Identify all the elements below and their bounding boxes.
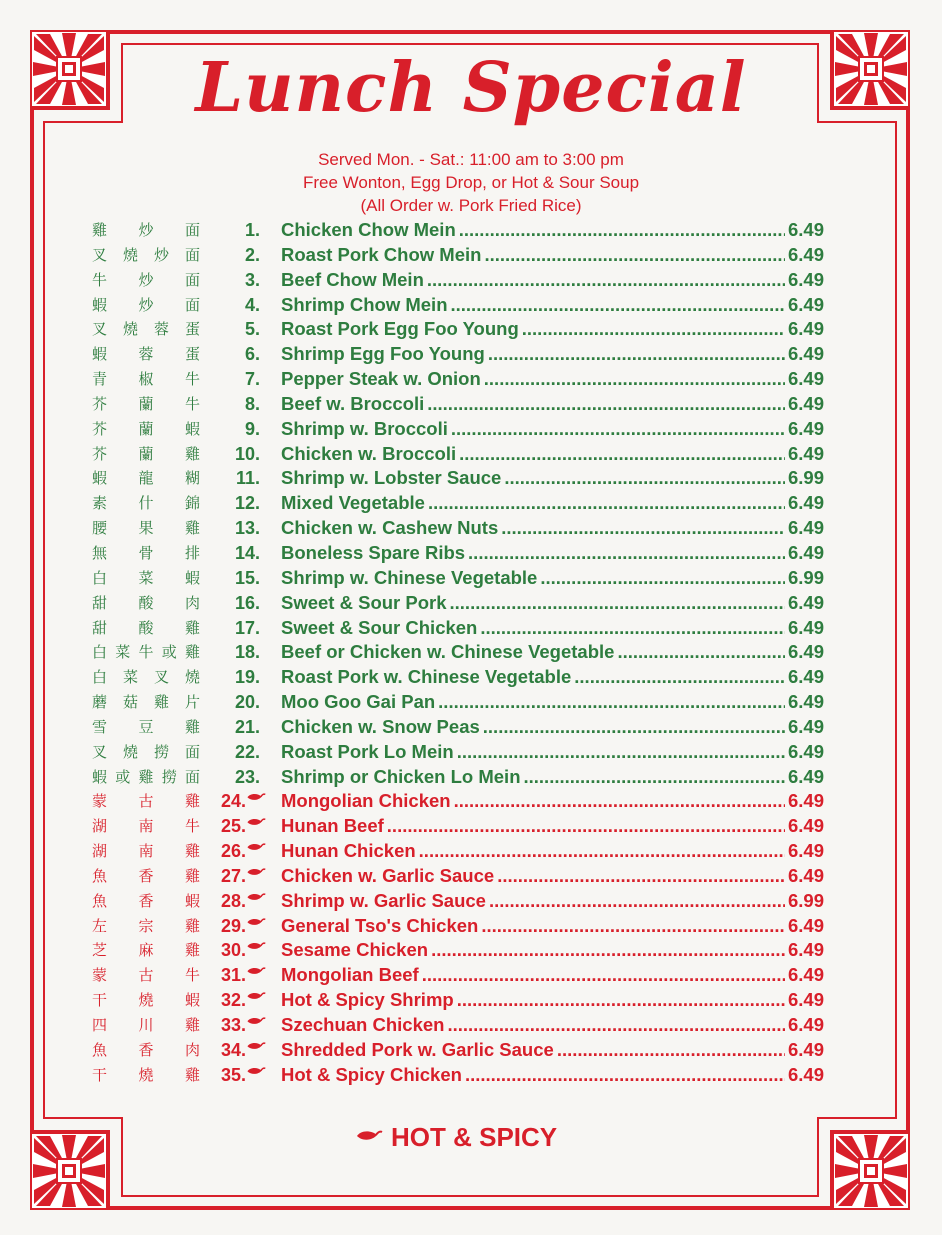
item-price: 6.49 [787,815,824,837]
chinese-name: 無 骨 排 [92,543,200,562]
chinese-name: 白 菜 牛 或 雞 [92,643,200,662]
item-name: Shrimp w. Chinese Vegetable [281,566,538,588]
dot-leader [457,740,785,765]
chinese-name: 雞 炒 面 [92,221,200,239]
item-price: 6.49 [787,368,824,390]
dot-leader [457,988,785,1013]
item-number: 4. [244,294,260,315]
dot-leader [540,566,785,591]
menu-item-row [92,293,824,318]
chinese-name: 蝦 龍 糊 [92,469,200,488]
item-price: 6.49 [787,666,824,688]
menu-item-row [92,665,824,690]
pepper-icon [246,938,266,963]
item-name: Mixed Vegetable [281,492,425,514]
item-price: 6.49 [787,939,824,961]
item-name: Roast Pork Lo Mein [281,740,454,762]
item-name: Mongolian Chicken [281,790,451,812]
dot-leader [522,317,785,342]
sunburst-ornament-icon [30,1132,108,1210]
dot-leader [574,665,785,690]
dot-leader [459,218,785,243]
item-number: 33. [220,1015,246,1035]
item-number: 20. [234,692,260,713]
item-name: Sesame Chicken [281,939,429,961]
dot-leader [483,715,785,740]
pepper-icon [246,889,266,914]
item-price: 6.49 [787,293,824,315]
item-name: Chicken w. Cashew Nuts [281,517,499,539]
item-number: 7. [244,369,260,390]
menu-item-row [92,466,824,491]
item-name: Beef Chow Mein [281,268,424,290]
item-price: 6.49 [787,840,824,862]
dot-leader [524,765,785,790]
item-price: 6.99 [787,566,824,588]
free-soup-note: Free Wonton, Egg Drop, or Hot & Sour Soup [302,173,640,192]
menu-item-row [92,864,824,889]
item-name: Hunan Beef [281,815,384,837]
item-line [281,392,824,417]
item-price: 6.49 [787,765,824,787]
dot-leader [481,914,785,939]
menu-item-row [92,814,824,839]
menu-item-row [92,938,824,963]
dot-leader [459,442,785,467]
item-price: 6.99 [787,889,824,911]
dot-leader [504,466,785,491]
item-number: 17. [234,617,260,638]
item-name: Chicken w. Snow Peas [281,715,480,737]
item-line [281,342,824,367]
chinese-name: 蘑 菇 雞 片 [92,693,200,712]
item-line [281,268,824,293]
menu-item-row [92,516,824,541]
dot-leader [465,1063,785,1088]
pepper-icon [355,1122,383,1153]
item-name: Roast Pork Chow Mein [281,243,482,265]
chinese-name: 叉 燒 蓉 蛋 [92,320,200,339]
pepper-icon [246,864,266,889]
dot-leader [387,814,785,839]
chinese-name: 左 宗 雞 [92,916,200,935]
item-number: 31. [220,965,246,986]
chinese-name: 蝦 或 雞 撈 面 [92,767,200,786]
item-name: Beef w. Broccoli [281,392,425,414]
item-number: 18. [234,642,260,663]
item-price: 6.49 [787,268,824,290]
chinese-name: 青 椒 牛 [92,370,200,389]
menu-item-row [92,1063,824,1088]
dot-leader [451,293,785,318]
dot-leader [427,392,785,417]
chinese-name: 魚 香 蝦 [92,891,200,910]
item-price: 6.49 [787,691,824,713]
item-number: 27. [220,865,246,886]
item-name: Hot & Spicy Chicken [281,1063,462,1085]
dot-leader [450,591,785,616]
item-line [281,740,824,765]
menu-item-row [92,1038,824,1063]
menu-item-row [92,963,824,988]
item-price: 6.49 [787,1063,824,1085]
dot-leader [484,243,785,268]
item-name: General Tso's Chicken [281,914,479,936]
item-line [281,938,824,963]
menu-item-row [92,640,824,665]
item-price: 6.49 [787,790,824,812]
item-number: 19. [234,667,260,688]
menu-item-row [92,789,824,814]
item-name: Moo Goo Gai Pan [281,691,436,713]
dot-leader [489,889,785,914]
menu-item-row [92,317,824,342]
dot-leader [480,616,785,641]
item-line [281,541,824,566]
item-price: 6.49 [787,591,824,613]
item-price: 6.49 [787,989,824,1011]
item-name: Shredded Pork w. Garlic Sauce [281,1038,554,1060]
item-number: 13. [234,518,260,539]
pepper-icon [246,1063,266,1088]
chinese-name: 蝦 炒 面 [92,295,200,314]
chinese-name: 牛 炒 面 [92,270,200,289]
dot-leader [468,541,785,566]
menu-title: Lunch Special [195,48,747,128]
item-line [281,715,824,740]
item-price: 6.49 [787,541,824,563]
item-number: 25. [220,816,246,837]
dot-leader [497,864,785,889]
pepper-icon [246,839,266,864]
chinese-name: 湖 南 雞 [92,842,200,861]
chinese-name: 素 什 錦 [92,494,200,513]
item-line [281,1063,824,1088]
chinese-name: 湖 南 牛 [92,817,200,836]
menu-item-row [92,740,824,765]
chinese-name: 雪 豆 雞 [92,717,200,736]
item-name: Beef or Chicken w. Chinese Vegetable [281,641,615,663]
item-line [281,690,824,715]
item-price: 6.49 [787,318,824,340]
menu-item-row [92,988,824,1013]
item-number: 6. [244,344,260,365]
item-line [281,616,824,641]
pepper-icon [246,1013,266,1038]
item-price: 6.49 [787,392,824,414]
item-line [281,963,824,988]
menu-item-row [92,914,824,939]
item-line [281,491,824,516]
pepper-icon [246,963,266,988]
menu-item-row [92,889,824,914]
fried-rice-note: (All Order w. Pork Fried Rice) [360,196,582,215]
menu-item-row [92,392,824,417]
item-price: 6.49 [787,1014,824,1035]
dot-leader [427,268,785,293]
service-hours: Served Mon. - Sat.: 11:00 am to 3:00 pm [318,150,624,169]
item-price: 6.49 [787,492,824,514]
item-number: 34. [220,1039,246,1060]
item-number: 9. [244,418,260,439]
pepper-icon [246,1038,266,1063]
item-line [281,367,824,392]
item-line [281,591,824,616]
menu-item-row [92,715,824,740]
item-number: 2. [244,244,260,265]
menu-item-row [92,268,824,293]
item-line [281,566,824,591]
item-line [281,1013,824,1038]
chinese-name: 芝 麻 雞 [92,941,200,960]
dot-leader [617,640,785,665]
dot-leader [488,342,785,367]
item-line [281,417,824,442]
item-price: 6.49 [787,864,824,886]
dot-leader [484,367,785,392]
menu-item-row [92,839,824,864]
menu-item-row [92,243,824,268]
menu-item-row [92,591,824,616]
item-line [281,988,824,1013]
menu-list [92,218,824,1088]
chinese-name: 腰 果 雞 [92,519,200,538]
item-name: Szechuan Chicken [281,1014,445,1035]
dot-leader [422,963,785,988]
item-name: Mongolian Beef [281,964,419,986]
dot-leader [454,789,785,814]
item-line [281,839,824,864]
pepper-icon [246,789,266,814]
item-price: 6.49 [787,641,824,663]
menu-item-row [92,417,824,442]
chinese-name: 白 菜 叉 燒 [92,668,200,687]
hot-spicy-label: HOT & SPICY [391,1122,558,1152]
menu-item-row [92,491,824,516]
menu-item-row [92,1013,824,1038]
menu-item-row [92,442,824,467]
item-line [281,889,824,914]
item-number: 16. [234,592,260,613]
chinese-name: 四 川 雞 [92,1016,200,1034]
item-number: 8. [244,393,260,414]
item-name: Sweet & Sour Chicken [281,616,478,638]
item-name: Hot & Spicy Shrimp [281,989,454,1011]
item-price: 6.49 [787,517,824,539]
item-line [281,864,824,889]
chinese-name: 芥 蘭 蝦 [92,419,200,438]
item-name: Shrimp Chow Mein [281,293,448,315]
sunburst-ornament-icon [832,1132,910,1210]
item-name: Chicken w. Broccoli [281,442,457,464]
item-line [281,218,824,243]
item-line [281,914,824,939]
item-price: 6.49 [787,417,824,439]
item-number: 23. [234,766,260,787]
hot-spicy-legend [355,1122,557,1153]
item-number: 15. [234,567,260,588]
menu-item-row [92,367,824,392]
item-name: Roast Pork w. Chinese Vegetable [281,666,572,688]
menu-item-row [92,342,824,367]
menu-item-row [92,566,824,591]
item-name: Shrimp Egg Foo Young [281,343,485,365]
chinese-name: 蒙 古 雞 [92,792,200,811]
item-number: 14. [234,542,260,563]
menu-item-row [92,218,824,243]
item-number: 35. [220,1064,246,1085]
dot-leader [447,1013,785,1038]
pepper-icon [246,988,266,1013]
chinese-name: 蝦 蓉 蛋 [92,345,200,364]
dot-leader [428,491,785,516]
dot-leader [419,839,785,864]
menu-item-row [92,541,824,566]
item-price: 6.49 [787,343,824,365]
item-number: 29. [220,915,246,936]
pepper-icon [246,914,266,939]
item-number: 21. [234,716,260,737]
item-number: 26. [220,841,246,862]
dot-leader [451,417,785,442]
item-line [281,466,824,491]
item-line [281,293,824,318]
item-number: 30. [220,940,246,961]
item-name: Hunan Chicken [281,840,416,862]
dot-leader [431,938,785,963]
item-name: Shrimp w. Garlic Sauce [281,889,486,911]
item-number: 3. [244,269,260,290]
dot-leader [438,690,785,715]
item-price: 6.99 [787,467,824,489]
item-line [281,243,824,268]
menu-item-row [92,690,824,715]
item-number: 22. [234,741,260,762]
item-number: 12. [234,493,260,514]
item-price: 6.49 [787,243,824,265]
chinese-name: 干 燒 雞 [92,1065,200,1084]
item-name: Chicken w. Garlic Sauce [281,864,495,886]
item-name: Shrimp w. Lobster Sauce [281,467,502,489]
item-name: Pepper Steak w. Onion [281,368,481,390]
item-name: Chicken Chow Mein [281,219,456,240]
item-price: 6.49 [787,616,824,638]
item-number: 10. [234,443,260,464]
chinese-name: 芥 蘭 雞 [92,444,200,463]
item-line [281,442,824,467]
item-price: 6.49 [787,964,824,986]
item-line [281,789,824,814]
pepper-icon [246,814,266,839]
chinese-name: 甜 酸 肉 [92,593,200,612]
item-number: 1. [244,220,260,240]
item-number: 5. [244,319,260,340]
item-line [281,814,824,839]
item-number: 11. [235,468,260,489]
dot-leader [501,516,785,541]
item-line [281,1038,824,1063]
item-price: 6.49 [787,219,824,240]
chinese-name: 叉 燒 炒 面 [92,245,200,264]
item-line [281,317,824,342]
chinese-name: 甜 酸 雞 [92,618,200,637]
item-name: Sweet & Sour Pork [281,591,447,613]
chinese-name: 魚 香 雞 [92,866,200,885]
dot-leader [557,1038,785,1063]
chinese-name: 干 燒 蝦 [92,991,200,1010]
item-price: 6.49 [787,740,824,762]
item-price: 6.49 [787,442,824,464]
item-price: 6.49 [787,1038,824,1060]
item-line [281,665,824,690]
item-number: 32. [220,990,246,1011]
item-name: Roast Pork Egg Foo Young [281,318,519,340]
item-name: Shrimp or Chicken Lo Mein [281,765,521,787]
menu-item-row [92,765,824,790]
item-name: Boneless Spare Ribs [281,541,466,563]
item-number: 24. [220,791,246,812]
item-price: 6.49 [787,914,824,936]
item-line [281,640,824,665]
item-line [281,765,824,790]
item-number: 28. [220,890,246,911]
chinese-name: 白 菜 蝦 [92,568,200,587]
item-price: 6.49 [787,715,824,737]
menu-item-row [92,616,824,641]
item-name: Shrimp w. Broccoli [281,417,448,439]
chinese-name: 叉 燒 撈 面 [92,742,200,761]
chinese-name: 蒙 古 牛 [92,966,200,985]
chinese-name: 魚 香 肉 [92,1040,200,1059]
chinese-name: 芥 蘭 牛 [92,394,200,413]
item-line [281,516,824,541]
